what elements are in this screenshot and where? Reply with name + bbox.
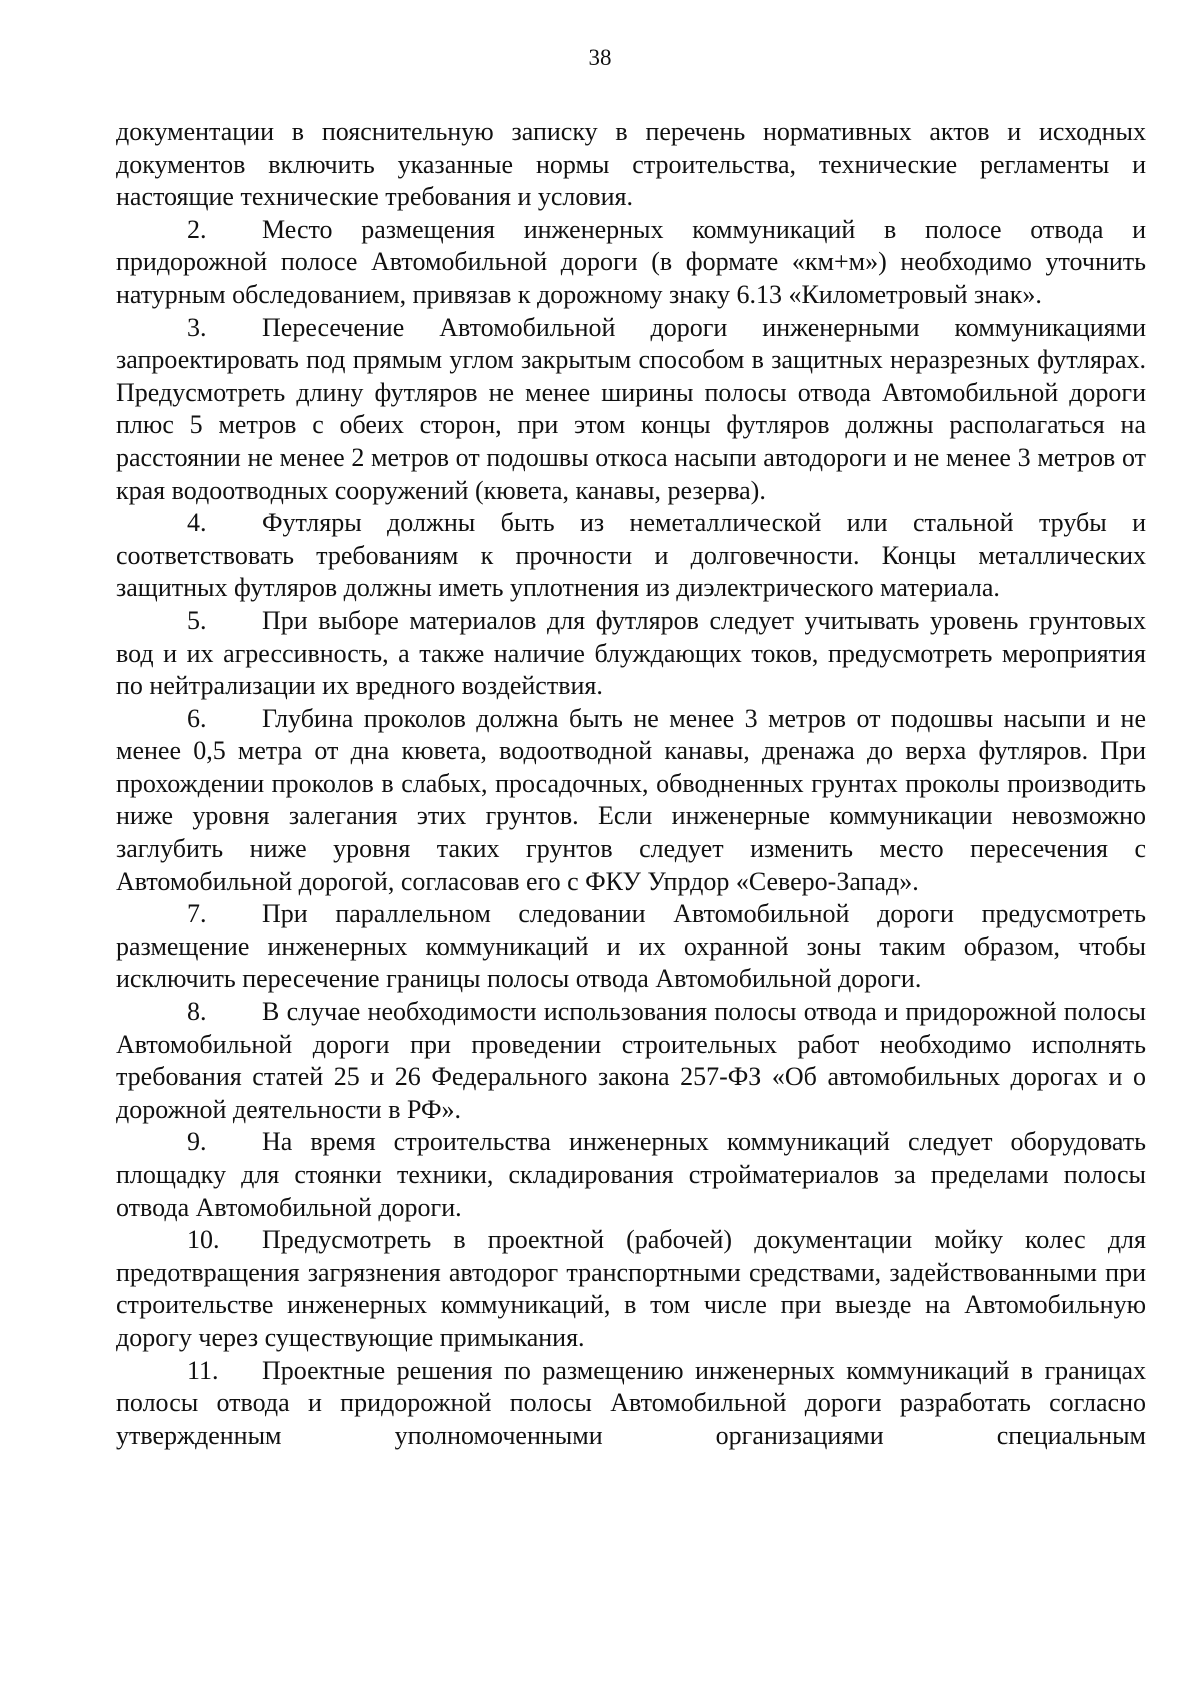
paragraph-text: В случае необходимости использования полосы отвода и придорожной полосы Автомобильной дороги при проведении строительных работ необходимо исполнять требования статей 25 и 26 Федерального закона 257-ФЗ «Об автомобильных дорогах и о дорожной деятельности в РФ».: [116, 997, 1146, 1124]
paragraph-text: При выборе материалов для футляров следует учитывать уровень грунтовых вод и их агрессивность, а также наличие блуждающих токов, предусмотреть мероприятия по нейтрализации их вредного воздействия.: [116, 605, 1146, 701]
paragraph-number: 6.: [187, 703, 207, 733]
paragraph-number: 8.: [187, 997, 207, 1027]
paragraph-number: 3.: [187, 312, 207, 342]
numbered-paragraph-2: [116, 214, 1146, 312]
page-number: 38: [588, 45, 612, 70]
paragraph-text: Футляры должны быть из неметаллической или стальной трубы и соответствовать требованиям к прочности и долговечности. Концы металлических защитных футляров должны иметь уплотнения из диэлектрического материала.: [116, 508, 1146, 603]
paragraph-text: Проектные решения по размещению инженерных коммуникаций в границах полосы отвода и придорожной полосы Автомобильной дороги разработать согласно утвержденным уполномоченными организациями специальным: [116, 1355, 1146, 1450]
numbered-paragraph-4: [116, 507, 1146, 605]
numbered-paragraph-9: [116, 1126, 1146, 1224]
paragraph-text: На время строительства инженерных коммуникаций следует оборудовать площадку для стоянки техники, складирования стройматериалов за пределами полосы отвода Автомобильной дороги.: [116, 1127, 1146, 1222]
numbered-paragraph-6: [116, 703, 1146, 899]
numbered-paragraph-5: [116, 605, 1146, 703]
numbered-paragraph-10: [116, 1224, 1146, 1354]
numbered-paragraph-8: [116, 996, 1146, 1126]
paragraph-number: 9.: [187, 1127, 207, 1157]
paragraph-text: Глубина проколов должна быть не менее 3 метров от подошвы насыпи и не менее 0,5 метра от дна кювета, водоотводной канавы, дренажа до верха футляров. При прохождении проколов в слабых, просадочных, обводненных грунтах проколы производить ниже уровня залегания этих грунтов. Если инженерные коммуникации невозможно заглубить ниже уровня таких грунтов следует изменить место пересечения с Автомобильной дорогой, согласовав его с ФКУ Упрдор «Северо-Запад».: [116, 703, 1146, 896]
paragraph-number: 10.: [187, 1225, 220, 1255]
paragraph-text: Предусмотреть в проектной (рабочей) документации мойку колес для предотвращения загрязнения автодорог транспортными средствами, задействованными при строительстве инженерных коммуникаций, в том числе при выезде на Автомобильную дорогу через существующие примыкания.: [116, 1225, 1146, 1352]
intro-paragraph: документации в пояснительную записку в перечень нормативных актов и исходных документов включить указанные нормы строительства, технические регламенты и настоящие технические требования и условия.: [116, 117, 1146, 212]
document-body: [116, 116, 1146, 1452]
numbered-paragraph-11: [116, 1355, 1146, 1453]
paragraph-number: 11.: [187, 1355, 219, 1385]
paragraph-text: Пересечение Автомобильной дороги инженерными коммуникациями запроектировать под прямым углом закрытым способом в защитных неразрезных футлярах. Предусмотреть длину футляров не менее ширины полосы отвода Автомобильной дороги плюс 5 метров с обеих сторон, при этом концы футляров должны располагаться на расстоянии не менее 2 метров от подошвы откоса насыпи автодороги и не менее 3 метров от края водоотводных сооружений (кювета, канавы, резерва).: [116, 312, 1146, 505]
paragraph-number: 4.: [187, 508, 207, 538]
paragraph-text: При параллельном следовании Автомобильной дороги предусмотреть размещение инженерных коммуникаций и их охранной зоны таким образом, чтобы исключить пересечение границы полосы отвода Автомобильной дороги.: [116, 899, 1146, 994]
paragraph-number: 2.: [187, 214, 207, 244]
numbered-paragraph-7: [116, 898, 1146, 996]
numbered-paragraph-3: [116, 312, 1146, 508]
paragraph-text: Место размещения инженерных коммуникаций в полосе отвода и придорожной полосе Автомобильной дороги (в формате «км+м») необходимо уточнить натурным обследованием, привязав к дорожному знаку 6.13 «Километровый знак».: [116, 214, 1146, 309]
paragraph-number: 5.: [187, 605, 207, 635]
paragraph-number: 7.: [187, 899, 207, 929]
